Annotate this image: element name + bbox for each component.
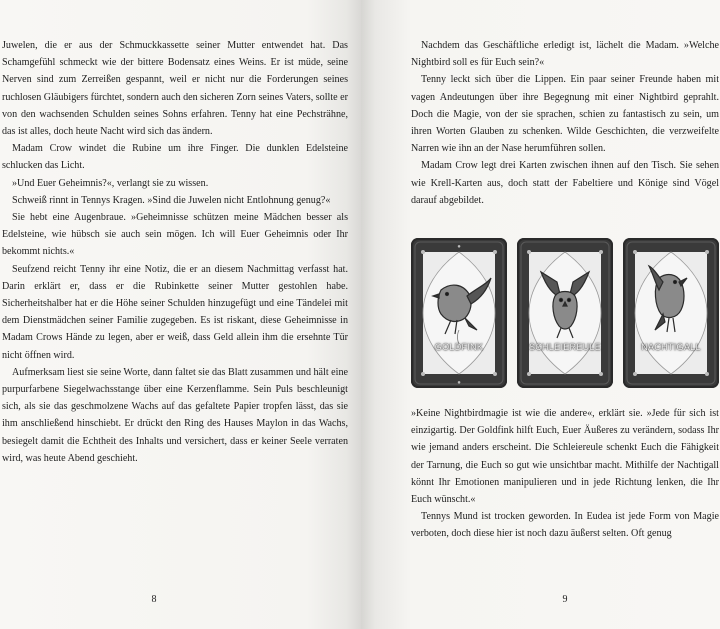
svg-text:●: ● bbox=[457, 380, 461, 386]
paragraph: Seufzend reicht Tenny ihr eine Notiz, die er an diesem Nachmittag verfasst hat. Darin erklärt er, dass er die Rubinkette seiner Mutter gestohlen habe. Sicherheitshalber hat er die Höhe seiner Schulden hinzugefügt und eine Tändelei mit dem Dienstmädchen seiner Familie zugegeben. Es ist riskant, diese Geheimnisse in Madam Crows Hände zu legen, aber er weiß, dass Geld allein ihm die ersehnte Tür nicht öffnen wird. bbox=[2, 263, 348, 361]
paragraph: Nachdem das Geschäftliche erledigt ist, lächelt die Madam. »Welche Nightbird soll es für Euch sein?« bbox=[411, 40, 719, 69]
right-page bbox=[361, 0, 720, 629]
right-page-text-top bbox=[411, 37, 719, 209]
paragraph: Schweiß rinnt in Tennys Kragen. »Sind die Juwelen nicht Entlohnung genug?« bbox=[12, 194, 331, 206]
paragraph: Madam Crow windet die Rubine um ihre Finger. Die dunklen Edelsteine schlucken das Licht. bbox=[2, 143, 348, 172]
goldfinch-icon bbox=[411, 238, 507, 388]
card-goldfink bbox=[411, 238, 507, 388]
card-nachtigall bbox=[623, 238, 719, 388]
paragraph: Juwelen, die er aus der Schmuckkassette seiner Mutter entwendet hat. Das Schamgefühl schmeckt wie der bittere Bodensatz eines Weins. Er ist müde, seine Nerven sind zum Zerreißen gespannt, weil er nicht nur die Forderungen seines ruchlosen Gläubigers fürchtet, sondern auch den sicheren Zorn seines Vaters, sollte er von den wachsenden Schulden seines Sohns erfahren. Tenny hat eine Pechsträhne, das ist alles, doch heute Nacht wird sich das ändern. bbox=[2, 40, 348, 138]
page-number-left: 8 bbox=[151, 594, 157, 605]
paragraph: »Keine Nightbirdmagie ist wie die andere«, erklärt sie. »Jede für sich ist einzigartig. Der Goldfink hilft Euch, Euer Äußeres zu verändern, sodass Ihr wie jemand anders erscheint. Die Schleiereule schenkt Euch die Fähigkeit der Tarnung, die Euch so gut wie unsichtbar macht. Mithilfe der Nachtigall könnt Ihr Emotionen manipulieren und in jede Richtung lenken, die Ihr Euch wünscht.« bbox=[411, 408, 719, 506]
paragraph: Tenny leckt sich über die Lippen. Ein paar seiner Freunde haben mit vagen Andeutungen über ihre Begegnung mit einer Nightbird geprahlt. Doch die Magie, von der sie sprachen, schien zu fantastisch zu sein, um ihren Worten Glauben zu schenken. Wilde Geschichten, die verzweifelte Narren wie ihn an der Nase herumführen sollen. bbox=[411, 74, 719, 155]
svg-text:●: ● bbox=[457, 244, 461, 250]
right-page-text-bottom bbox=[411, 405, 719, 543]
paragraph: Aufmerksam liest sie seine Worte, dann faltet sie das Blatt zusammen und hält eine purpurfarbene Siegelwachsstange über eine Kerzenflamme. Sein Puls beschleunigt sich, als sie das geschmolzene Wachs auf das gefaltete Papier tropfen lässt, das sie ihm anschließend hinschiebt. Er drückt den Ring des Hauses Maylon in das Wachs, besiegelt damit die Echtheit des Inhalts und versichert, dass er keiner Seele verraten wird, was heute Abend geschieht. bbox=[2, 366, 348, 464]
card-illustration bbox=[411, 238, 719, 388]
card-schleiereule bbox=[517, 238, 613, 388]
card-label: SCHLEIEREULE bbox=[528, 342, 602, 352]
barn-owl-icon bbox=[517, 238, 613, 388]
paragraph: Tennys Mund ist trocken geworden. In Eudea ist jede Form von Magie verboten, doch diese hier ist noch dazu äußerst selten. Oft genug bbox=[411, 511, 719, 540]
card-label: GOLDFINK bbox=[434, 342, 484, 352]
paragraph: »Und Euer Geheimnis?«, verlangt sie zu wissen. bbox=[12, 177, 209, 189]
card-label: NACHTIGALL bbox=[641, 342, 701, 352]
paragraph: Sie hebt eine Augenbraue. »Geheimnisse schützen meine Mädchen besser als Edelsteine, wie hübsch sie auch sein mögen. Ich will Euer Geheimnis oder Ihr bekommt nichts.« bbox=[2, 212, 348, 258]
left-page-text bbox=[2, 37, 348, 467]
page-number-right: 9 bbox=[562, 594, 568, 605]
paragraph: Madam Crow legt drei Karten zwischen ihnen auf den Tisch. Sie sehen wie Krell-Karten aus, doch statt der Fabeltiere und Könige sind Vögel darauf abgebildet. bbox=[411, 160, 719, 206]
nightingale-icon bbox=[623, 238, 719, 388]
